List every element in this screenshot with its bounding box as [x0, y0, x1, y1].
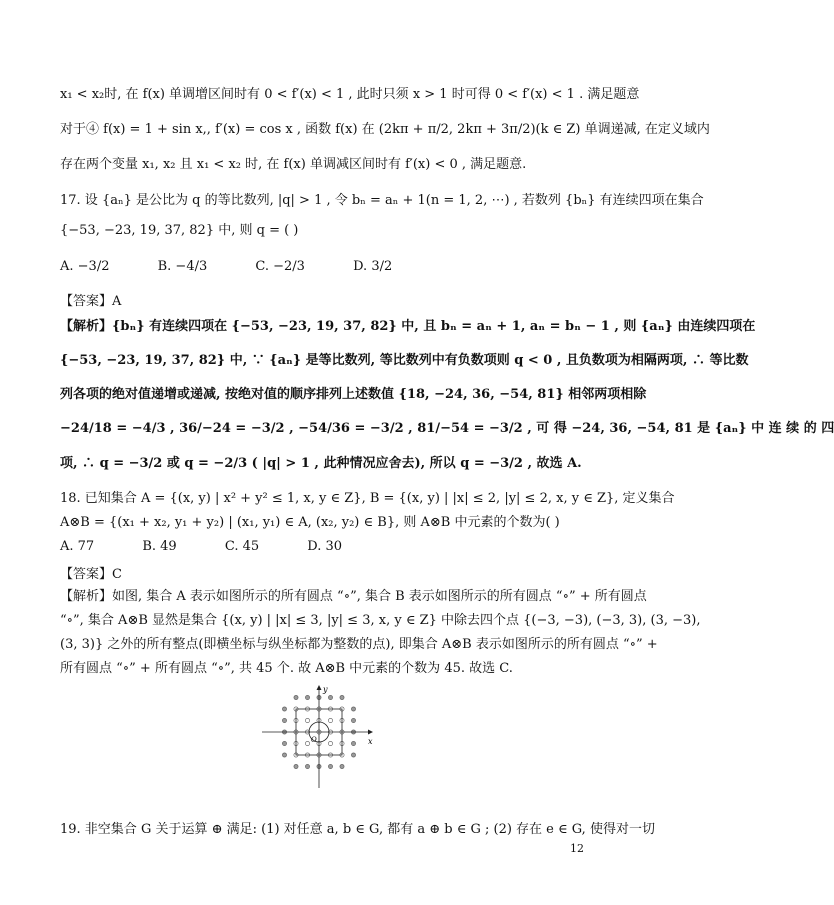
q18-analysis-1: 【解析】如图, 集合 A 表示如图所示的所有圆点 “∘”, 集合 B 表示如图所示的所有圆点 “∘” + 所有圆点: [60, 589, 647, 604]
line-1: x₁ < x₂时, 在 f(x) 单调增区间时有 0 < f′(x) < 1 , 此时只须 x > 1 时可得 0 < f′(x) < 1 . 满足题意: [60, 87, 640, 102]
q18-analysis-2: “∘”, 集合 A⊗B 显然是集合 {(x, y) | |x| ≤ 3, |y| ≤ 3, x, y ∈ Z} 中除去四个点 {(−3, −3), (−3, 3), (3, −3),: [60, 613, 701, 628]
q17-option-b: B. −4/3: [157, 259, 208, 274]
lattice-point: [305, 764, 309, 768]
q18-stem-1: 18. 已知集合 A = {(x, y) | x² + y² ≤ 1, x, y ∈ Z}, B = {(x, y) | |x| ≤ 2, |y| ≤ 2, x, y ∈ Z}, 定义集合: [60, 491, 675, 506]
q18-option-a: A. 77: [60, 539, 95, 554]
q18-options: [60, 538, 582, 556]
line-3: 存在两个变量 x₁, x₂ 且 x₁ < x₂ 时, 在 f(x) 单调减区间时有 f′(x) < 0 , 满足题意.: [60, 157, 527, 172]
y-axis-arrow: [317, 685, 322, 690]
origin-label: O: [311, 736, 317, 744]
lattice-point: [328, 695, 332, 699]
lattice-point: [351, 707, 355, 711]
lattice-point: [305, 695, 309, 699]
q18-option-d: D. 30: [307, 539, 343, 554]
page-number: 12: [570, 842, 584, 855]
q19-stem: 19. 非空集合 G 关于运算 ⊕ 满足: (1) 对任意 a, b ∈ G, 都有 a ⊕ b ∈ G ; (2) 存在 e ∈ G, 使得对一切: [60, 822, 655, 837]
lattice-point: [351, 718, 355, 722]
lattice-point: [282, 753, 286, 757]
lattice-point: [328, 718, 332, 722]
lattice-point: [351, 741, 355, 745]
q17-analysis-2: {−53, −23, 19, 37, 82} 中, ∵ {aₙ} 是等比数列, 等比数列中有负数项则 q < 0 , 且负数项为相隔两项, ∴ 等比数: [60, 353, 749, 368]
lattice-point: [351, 753, 355, 757]
q18-answer: 【答案】C: [60, 567, 122, 582]
q18-option-b: B. 49: [142, 539, 177, 554]
q17-answer: 【答案】A: [60, 294, 122, 309]
q17-analysis-3: 列各项的绝对值递增或递减, 按绝对值的顺序排列上述数值 {18, −24, 36, −54, 81} 相邻两项相除: [60, 387, 647, 402]
lattice-point: [282, 741, 286, 745]
q18-analysis-3: (3, 3)} 之外的所有整点(即横坐标与纵坐标都为整数的点), 即集合 A⊗B 表示如图所示的所有圆点 “∘” +: [60, 637, 658, 652]
lattice-point: [305, 718, 309, 722]
lattice-point: [328, 764, 332, 768]
lattice-point: [340, 764, 344, 768]
q17-analysis-4: −24/18 = −4/3 , 36/−24 = −3/2 , −54/36 = −3/2 , 81/−54 = −3/2 , 可 得 −24, 36, −54, 81 是 {aₙ} 中 连 续 的 四: [60, 421, 834, 436]
q17-option-d: D. 3/2: [353, 259, 393, 274]
q17-stem: 17. 设 {aₙ} 是公比为 q 的等比数列, |q| > 1 , 令 bₙ = aₙ + 1(n = 1, 2, ⋯) , 若数列 {bₙ} 有连续四项在集合: [60, 193, 704, 208]
lattice-point: [294, 695, 298, 699]
x-axis-label: x: [368, 737, 373, 746]
q17-set: {−53, −23, 19, 37, 82} 中, 则 q = ( ): [60, 223, 299, 238]
lattice-diagram: [262, 684, 376, 790]
q17-option-c: C. −2/3: [255, 259, 305, 274]
lattice-point: [305, 741, 309, 745]
y-axis-label: y: [323, 685, 328, 694]
q17-analysis-5: 项, ∴ q = −3/2 或 q = −2/3 ( |q| > 1 , 此种情况应舍去), 所以 q = −3/2 , 故选 A.: [60, 456, 582, 471]
q18-stem-2: A⊗B = {(x₁ + x₂, y₁ + y₂) | (x₁, y₁) ∈ A, (x₂, y₂) ∈ B}, 则 A⊗B 中元素的个数为( ): [60, 515, 560, 530]
q18-option-c: C. 45: [224, 539, 260, 554]
q17-analysis-1: 【解析】{bₙ} 有连续四项在 {−53, −23, 19, 37, 82} 中, 且 bₙ = aₙ + 1, aₙ = bₙ − 1 , 则 {aₙ} 由连续四项在: [60, 319, 756, 334]
q17-option-a: A. −3/2: [60, 259, 110, 274]
lattice-point: [282, 707, 286, 711]
line-2: 对于④ f(x) = 1 + sin x,, f′(x) = cos x , 函数 f(x) 在 (2kπ + π/2, 2kπ + 3π/2)(k ∈ Z) 单调递减, 在定义域内: [60, 122, 710, 137]
lattice-point: [294, 764, 298, 768]
q18-analysis-4: 所有圆点 “∘” + 所有圆点 “∘”, 共 45 个. 故 A⊗B 中元素的个数为 45. 故选 C.: [60, 661, 513, 676]
lattice-point: [328, 741, 332, 745]
q17-options: [60, 258, 582, 276]
lattice-point: [282, 718, 286, 722]
lattice-point: [340, 695, 344, 699]
x-axis-arrow: [368, 730, 373, 735]
